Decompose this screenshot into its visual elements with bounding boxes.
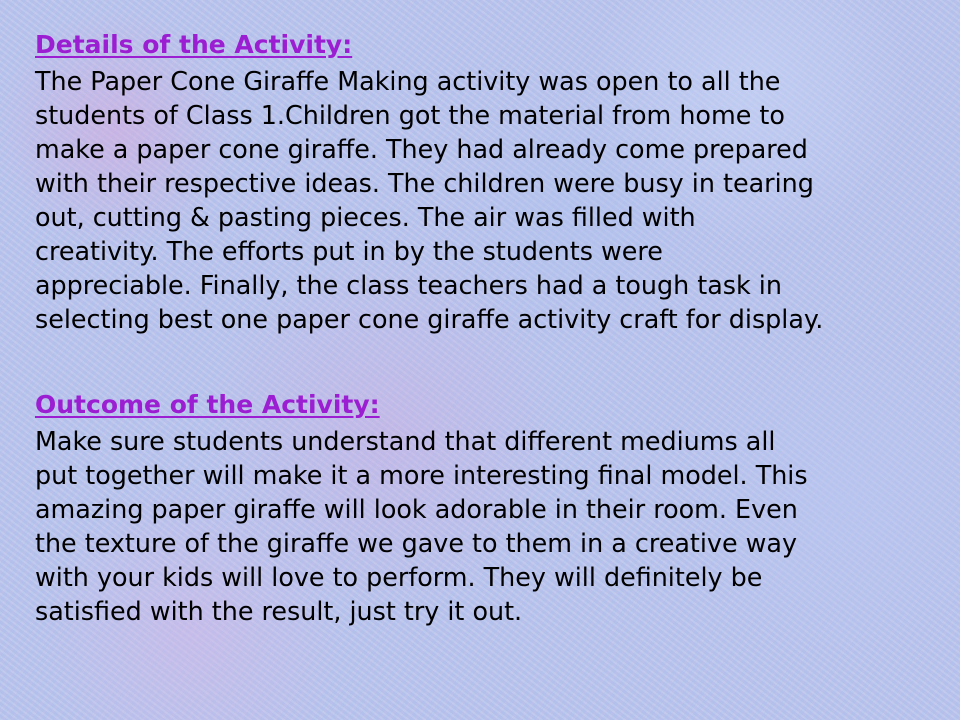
slide-content xyxy=(35,28,935,628)
outcome-heading: Outcome of the Activity: xyxy=(35,390,380,419)
details-line: creativity. The efforts put in by the students were xyxy=(35,236,663,266)
details-paragraph xyxy=(35,64,935,336)
details-line: with their respective ideas. The children were busy in tearing xyxy=(35,168,814,198)
details-line: out, cutting & pasting pieces. The air was filled with xyxy=(35,202,696,232)
details-line: appreciable. Finally, the class teachers had a tough task in xyxy=(35,270,782,300)
details-line: selecting best one paper cone giraffe activity craft for display. xyxy=(35,304,824,334)
details-line: The Paper Cone Giraffe Making activity was open to all the xyxy=(35,66,781,96)
outcome-section xyxy=(35,388,935,628)
outcome-line: Make sure students understand that different mediums all xyxy=(35,426,776,456)
details-line: students of Class 1.Children got the material from home to xyxy=(35,100,785,130)
details-line: make a paper cone giraffe. They had already come prepared xyxy=(35,134,808,164)
outcome-line: satisfied with the result, just try it out. xyxy=(35,596,523,626)
outcome-line: put together will make it a more interesting final model. This xyxy=(35,460,808,490)
outcome-line: amazing paper giraffe will look adorable in their room. Even xyxy=(35,494,798,524)
outcome-line: the texture of the giraffe we gave to them in a creative way xyxy=(35,528,797,558)
section-spacer xyxy=(35,336,935,388)
outcome-line: with your kids will love to perform. They will definitely be xyxy=(35,562,763,592)
details-section xyxy=(35,28,935,336)
details-heading: Details of the Activity: xyxy=(35,30,353,59)
outcome-paragraph xyxy=(35,424,935,628)
